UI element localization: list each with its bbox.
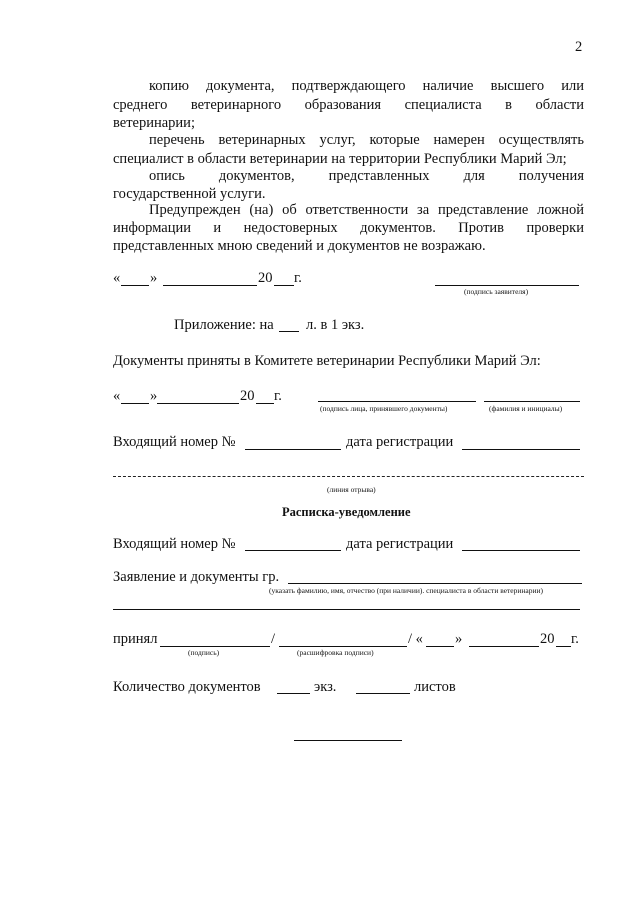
- receipt-date-field[interactable]: [462, 550, 580, 551]
- application-label: Заявление и документы гр.: [113, 569, 280, 585]
- incoming-number-label: Входящий номер №: [113, 434, 236, 450]
- applicant-year-suffix: г.: [294, 270, 302, 286]
- applicant-day-field[interactable]: [121, 285, 149, 286]
- accepted-text: Документы приняты в Комитете ветеринарии Республики Марий Эл:: [113, 353, 541, 369]
- copies-label: экз.: [314, 679, 337, 695]
- copies-count-field[interactable]: [277, 693, 310, 694]
- paragraph-line: Предупрежден (на) об ответственности за представление ложной: [149, 202, 584, 218]
- paragraph-line: копию документа, подтверждающего наличие высшего или: [149, 78, 584, 94]
- attachment-suffix: л. в 1 экз.: [306, 317, 365, 333]
- accepted-name-caption: (фамилия и инициалы): [489, 404, 563, 413]
- receipt-title: Расписка-уведомление: [282, 505, 411, 519]
- sheets-label: листов: [414, 679, 456, 695]
- receipt-number-field[interactable]: [245, 550, 341, 551]
- paragraph-line: перечень ветеринарных услуг, которые намерен осуществлять: [149, 132, 584, 148]
- applicant-signature-caption: (подпись заявителя): [464, 287, 529, 296]
- paragraph-line: опись документов, представленных для получения: [149, 168, 584, 184]
- applicant-name-field-continued[interactable]: [113, 609, 580, 610]
- paragraph-line: специалист в области ветеринарии на территории Республики Марий Эл;: [113, 151, 567, 167]
- accepted-day-field[interactable]: [121, 403, 149, 404]
- received-year-prefix: 20: [540, 631, 555, 647]
- received-day-field[interactable]: [426, 646, 454, 647]
- paragraph-line: среднего ветеринарного образования специалиста в области: [113, 97, 584, 113]
- registration-date-label: дата регистрации: [346, 434, 454, 450]
- received-decoding-caption: (расшифровка подписи): [297, 648, 374, 657]
- receipt-date-label: дата регистрации: [346, 536, 454, 552]
- applicant-date-close-quote: »: [150, 270, 158, 286]
- received-year-suffix: г.: [571, 631, 579, 647]
- paragraph-line: представленных мною сведений и документов не возражаю.: [113, 238, 486, 254]
- received-signature-field[interactable]: [160, 646, 270, 647]
- registration-date-field[interactable]: [462, 449, 580, 450]
- accepted-year-prefix: 20: [240, 388, 255, 404]
- received-date-close-quote: »: [455, 631, 463, 647]
- received-slash: /: [271, 631, 276, 647]
- cut-line: [113, 476, 584, 477]
- received-date-open-quote: / «: [408, 631, 423, 647]
- paragraph-line: государственной услуги.: [113, 186, 266, 202]
- applicant-name-caption: (указать фамилию, имя, отчество (при наличии). специалиста в области ветеринарии): [269, 586, 544, 595]
- accepted-year-field[interactable]: [256, 403, 274, 404]
- received-month-field[interactable]: [469, 646, 539, 647]
- receipt-number-label: Входящий номер №: [113, 536, 236, 552]
- received-decoding-field[interactable]: [279, 646, 407, 647]
- incoming-number-field[interactable]: [245, 449, 341, 450]
- accepted-signature-field[interactable]: [318, 401, 476, 402]
- applicant-month-field[interactable]: [163, 285, 257, 286]
- accepted-month-field[interactable]: [157, 403, 239, 404]
- accepted-date-close-quote: »: [150, 388, 158, 404]
- accepted-year-suffix: г.: [274, 388, 282, 404]
- paragraph-line: информации и недостоверных документов. Против проверки: [113, 220, 584, 236]
- accepted-name-field[interactable]: [484, 401, 580, 402]
- accepted-signature-caption: (подпись лица, принявшего документы): [320, 404, 448, 413]
- applicant-name-field[interactable]: [288, 583, 582, 584]
- documents-count-label: Количество документов: [113, 679, 261, 695]
- cut-line-caption: (линия отрыва): [327, 485, 376, 494]
- applicant-year-prefix: 20: [258, 270, 273, 286]
- received-year-field[interactable]: [556, 646, 571, 647]
- applicant-signature-field[interactable]: [435, 285, 579, 286]
- attachment-prefix: Приложение: на: [174, 317, 274, 333]
- received-signature-caption: (подпись): [188, 648, 220, 657]
- sheets-count-field[interactable]: [356, 693, 410, 694]
- page-number: 2: [575, 39, 583, 55]
- applicant-date-open-quote: «: [113, 270, 121, 286]
- applicant-year-field[interactable]: [274, 285, 294, 286]
- paragraph-line: ветеринарии;: [113, 115, 195, 131]
- received-label: принял: [113, 631, 158, 647]
- accepted-date-open-quote: «: [113, 388, 121, 404]
- end-divider: [294, 740, 402, 741]
- attachment-sheets-field[interactable]: [279, 331, 299, 332]
